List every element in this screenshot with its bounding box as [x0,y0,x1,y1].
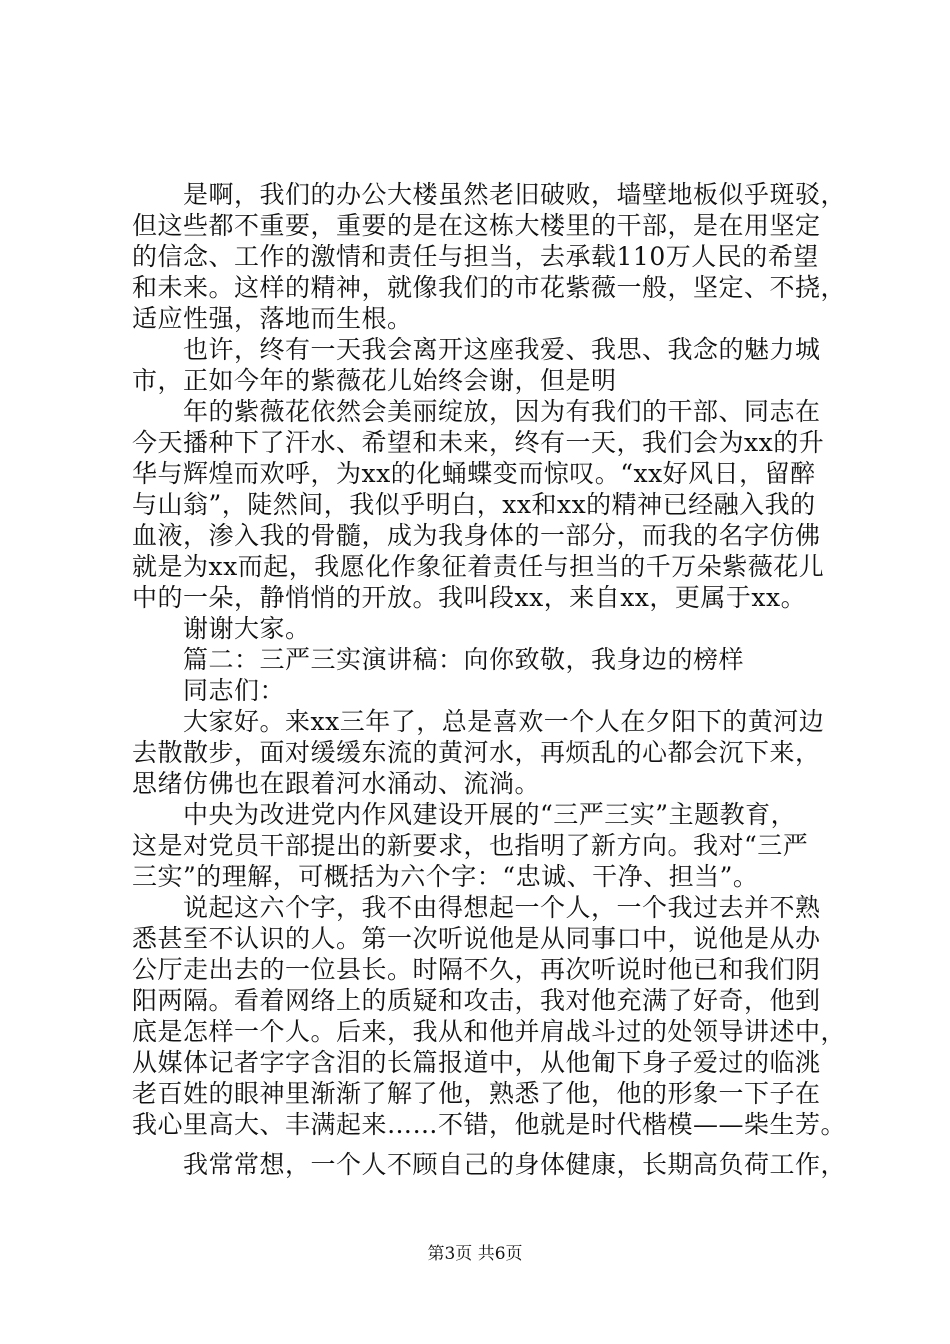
body-text-line: 年的紫薇花依然会美丽绽放，因为有我们的干部、同志在 [132,397,821,426]
body-text-line: 与山翁”，陡然间，我似乎明白，xx和xx的精神已经融入我的 [132,490,816,519]
body-text-line: 适应性强，落地而生根。 [132,304,413,333]
body-text-line: 是啊，我们的办公大楼虽然老旧破败，墙壁地板似乎斑驳， [132,180,847,209]
body-text-line: 思绪仿佛也在跟着河水涌动、流淌。 [132,769,541,798]
body-text-line: 悉甚至不认识的人。第一次听说他是从同事口中，说他是从办 [132,924,821,953]
body-text-line: 和未来。这样的精神，就像我们的市花紫薇一般，坚定、不挠， [132,273,847,302]
body-text-line: 也许，终有一天我会离开这座我爱、我思、我念的魅力城 [132,335,821,364]
body-text-line: 去散散步，面对缓缓东流的黄河水，再烦乱的心都会沉下来， [132,738,821,767]
closing-line: 谢谢大家。 [132,614,311,643]
body-text-line: 老百姓的眼神里渐渐了解了他，熟悉了他，他的形象一下子在 [132,1079,821,1108]
body-text-line: 三实”的理解，可概括为六个字：“忠诚、干净、担当”。 [132,862,759,891]
body-text-line: 公厅走出去的一位县长。时隔不久，再次听说时他已和我们阴 [132,955,821,984]
salutation-line: 同志们： [132,676,286,705]
body-text-line: 底是怎样一个人。后来，我从和他并肩战斗过的处领导讲述中， [132,1017,847,1046]
body-text-line: 血液，渗入我的骨髓，成为我身体的一部分，而我的名字仿佛 [132,521,821,550]
body-text-line: 中央为改进党内作风建设开展的“三严三实”主题教育， [132,800,797,829]
body-text-line: 就是为xx而起，我愿化作象征着责任与担当的千万朵紫薇花儿 [132,552,825,581]
body-text-line: 市，正如今年的紫薇花儿始终会谢，但是明 [132,366,617,395]
body-text-line: 这是对党员干部提出的新要求，也指明了新方向。我对“三严 [132,831,809,860]
body-text-line: 中的一朵，静悄悄的开放。我叫段xx，来自xx，更属于xx。 [132,583,807,612]
body-text-line: 我心里高大、丰满起来……不错，他就是时代楷模——柴生芳。 [132,1110,847,1139]
body-text-line: 从媒体记者字字含泪的长篇报道中，从他匍下身子爱过的临洮 [132,1048,821,1077]
section-heading: 篇二：三严三实演讲稿：向你致敬，我身边的榜样 [132,645,745,674]
body-text-line: 阳两隔。看着网络上的质疑和攻击，我对他充满了好奇，他到 [132,986,821,1015]
body-text-line: 华与辉煌而欢呼，为xx的化蛹蝶变而惊叹。“xx好风日，留醉 [132,459,816,488]
body-text-line: 但这些都不重要，重要的是在这栋大楼里的干部，是在用坚定 [132,211,821,240]
body-text-line: 我常常想，一个人不顾自己的身体健康，长期高负荷工作， [132,1150,847,1179]
page-footer: 第3页 共6页 [427,1244,523,1264]
body-text-line: 今天播种下了汗水、希望和未来，终有一天，我们会为xx的升 [132,428,825,457]
body-text-line: 大家好。来xx三年了，总是喜欢一个人在夕阳下的黄河边 [132,707,825,736]
body-text-line: 说起这六个字，我不由得想起一个人，一个我过去并不熟 [132,893,821,922]
body-text-line: 的信念、工作的激情和责任与担当，去承载110万人民的希望 [132,242,819,271]
